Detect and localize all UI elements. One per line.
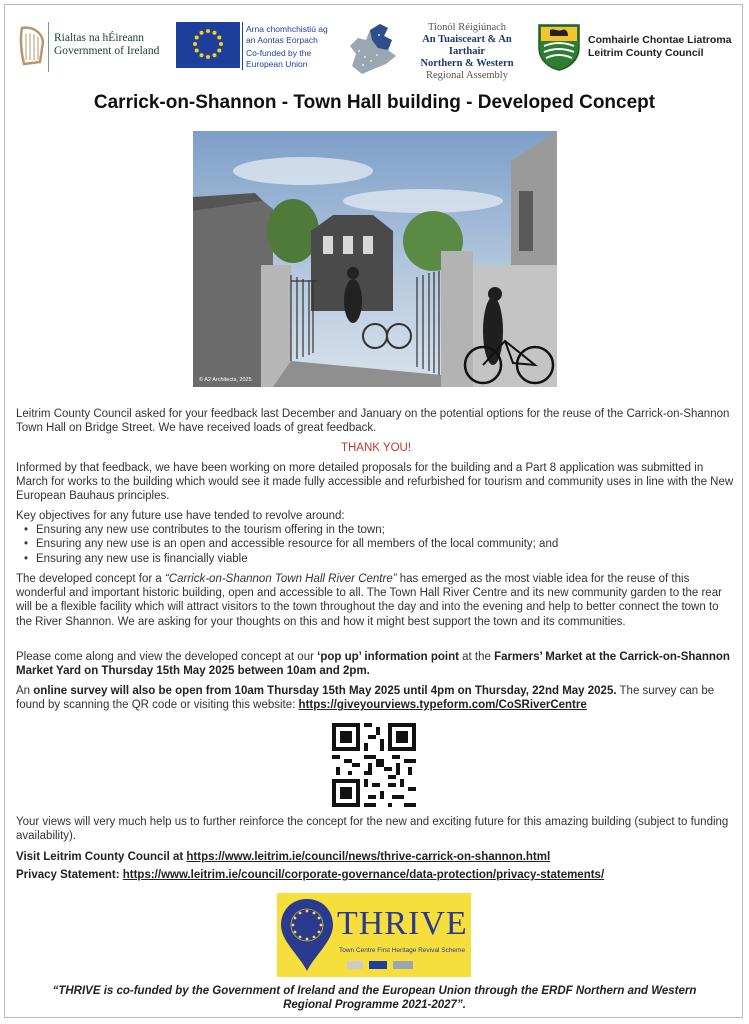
logo-bar xyxy=(14,16,735,81)
thank-you-text: THANK YOU! xyxy=(340,442,412,454)
thrive-name: THRIVE xyxy=(337,905,468,942)
photo-credit: © A2 Architects, 2025 xyxy=(199,377,252,383)
page-title: Carrick-on-Shannon - Town Hall building - Developed Concept xyxy=(93,92,656,113)
concept-paragraph: The developed concept for a “Carrick-on-Shannon Town Hall River Centre” has emerged as the most viable idea for the reuse of this wonderful and important historic building, open and accessible to all. The Town Hall River Centre and its new community garden to the rear will be a flexible facility which will attract visitors to the town throughout the day and into the evening and help to better connect the town to the River Shannon. We are asking for your thoughts on this and how it might best support the town and its communities. xyxy=(16,573,722,628)
eu-cofunded-text: Arna chomhchistiú ag an Aontas Eorpach Co-funded by the European Union xyxy=(246,24,328,69)
thrive-tagline: Town Centre First Heritage Revival Scheme xyxy=(339,947,466,954)
privacy-line: Privacy Statement: https://www.leitrim.ie/council/corporate-governance/data-protection/privacy-statements/ xyxy=(16,869,605,881)
popup-paragraph: Please come along and view the developed concept at our ‘pop up’ information point at the Farmers’ Market at the Carrick-on-Shannon Market Yard on Thursday 15th May 2025 between 10am and 2pm. xyxy=(16,651,730,678)
survey-paragraph: An online survey will also be open from 10am Thursday 15th May 2025 until 4pm on Thursday, 22nd May 2025. The survey can be found by scanning the QR code or visiting this website: https://giveyourviews.typeform.com/CoSRiverCentre xyxy=(16,685,715,712)
concept-render-image xyxy=(193,131,557,387)
leitrim-crest-icon xyxy=(536,22,582,72)
privacy-statement-link[interactable]: https://www.leitrim.ie/council/corporate-governance/data-protection/privacy-statements/ xyxy=(122,869,605,881)
eu-flag-icon xyxy=(176,22,240,68)
gov-ireland-logo: Rialtas na hÉireann Government of Ireland xyxy=(54,32,160,57)
views-paragraph: Your views will very much help us to further reinforce the concept for the new and exciting future for this amazing building (subject to funding availability). xyxy=(16,816,729,843)
leitrim-council-logo: Comhairle Chontae Liatroma Leitrim County Council xyxy=(588,34,732,59)
qr-code[interactable] xyxy=(332,723,416,807)
nwra-logo-text: Tionól Réigiúnach An Tuaisceart & An Iarthair Northern & Western Regional Assembly xyxy=(420,22,514,81)
intro-paragraph: Leitrim County Council asked for your feedback last December and January on the potential options for the reuse of the Carrick-on-Shannon Town Hall on Bridge Street. We have received loads of great feedback. xyxy=(16,408,730,435)
survey-link[interactable]: https://giveyourviews.typeform.com/CoSRiverCentre xyxy=(298,699,587,712)
objective-item: • Ensuring any new use contributes to the tourism offering in the town; xyxy=(34,523,736,537)
council-news-link[interactable]: https://www.leitrim.ie/council/news/thrive-carrick-on-shannon.html xyxy=(186,851,551,863)
objectives-section: Key objectives for any future use have tended to revolve around: • Ensuring any new use contributes to the tourism offering in the town; • Ensuring any new use is an open and accessible resource for all members of the local community; and • Ensuring any new use is financially viable xyxy=(16,509,736,566)
harp-icon xyxy=(16,24,46,66)
thrive-logo xyxy=(277,893,471,977)
visit-line: Visit Leitrim County Council at https://www.leitrim.ie/council/news/thrive-carrick-on-shannon.html xyxy=(16,851,551,863)
funding-footer: “THRIVE is co-funded by the Government of Ireland and the European Union through the ERDF Northern and Western Regional Programme 2021-2027”. xyxy=(52,985,697,1011)
objective-item: • Ensuring any new use is an open and accessible resource for all members of the local community; and xyxy=(34,537,736,551)
nwra-map-icon xyxy=(348,20,404,78)
objective-item: • Ensuring any new use is financially viable xyxy=(34,552,736,566)
informed-paragraph: Informed by that feedback, we have been working on more detailed proposals for the building and a Part 8 application was submitted in March for works to the building which would see it made fully accessible and refurbished for tourism and community uses in line with the New European Bauhaus principles. xyxy=(16,462,734,503)
